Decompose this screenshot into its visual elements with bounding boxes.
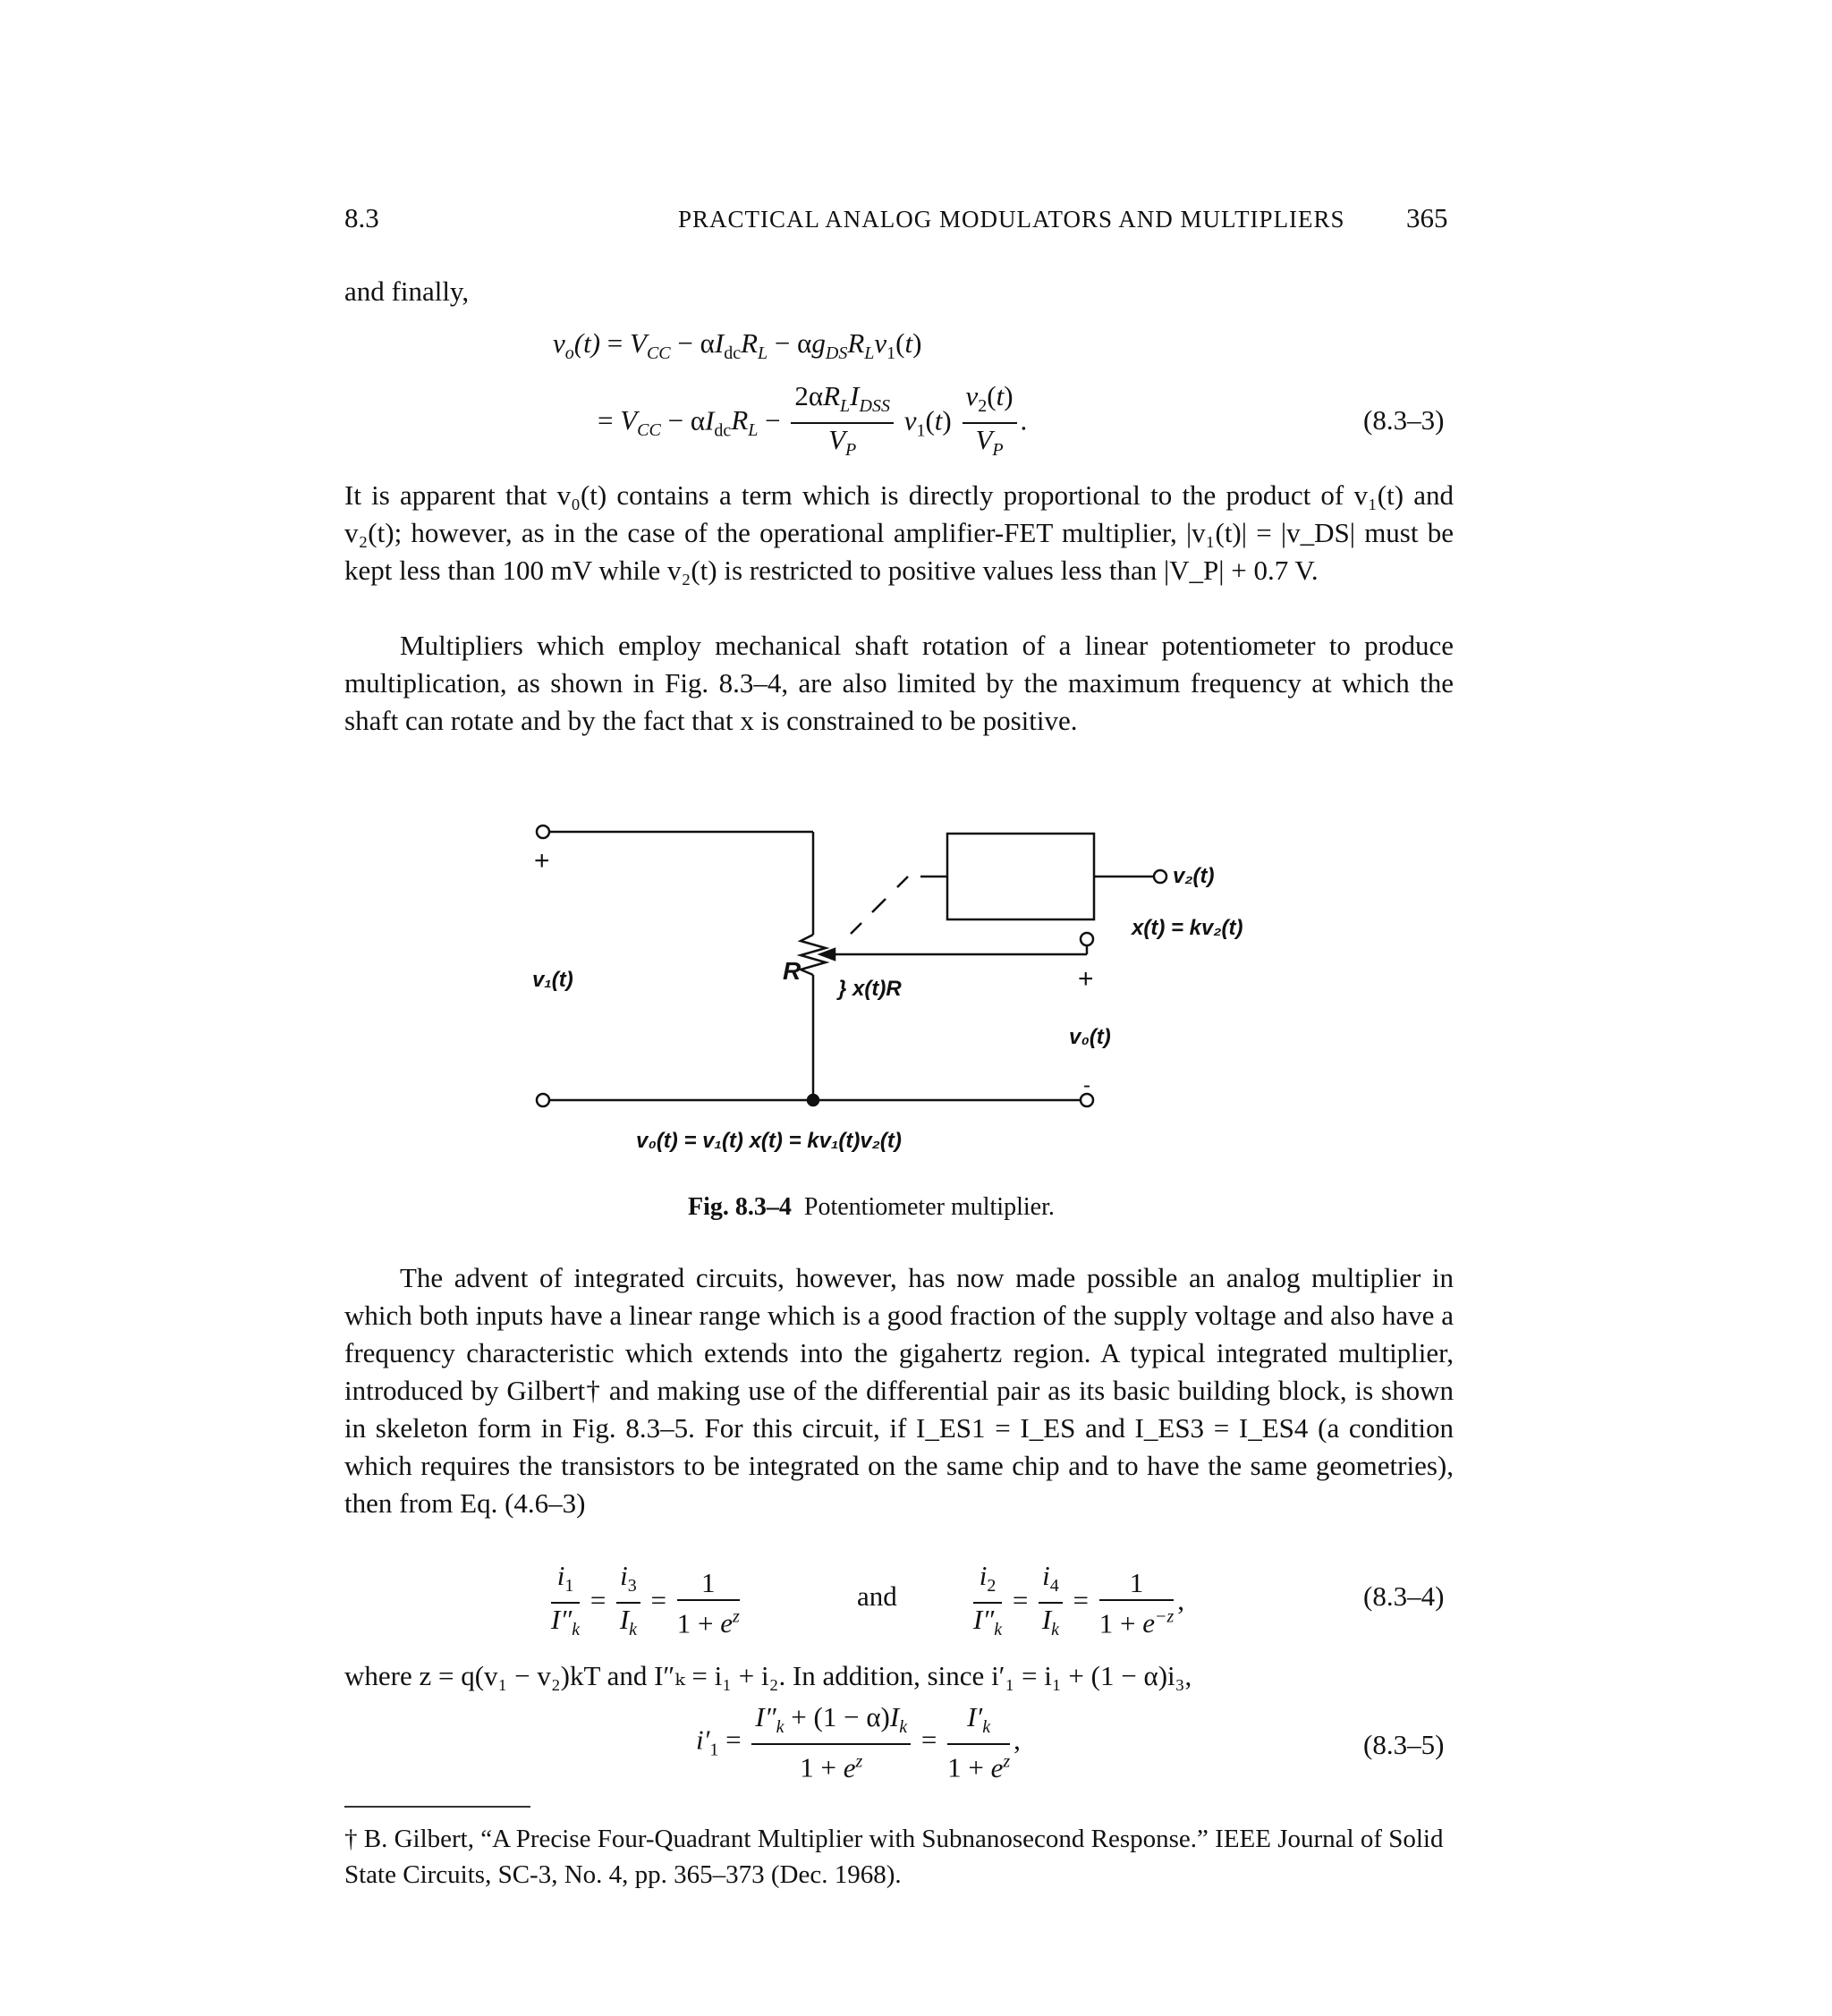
figure-caption-label: Fig. 8.3–4 [688,1193,792,1221]
label-xR: } x(t)R [838,977,902,1001]
paragraph-4-text: where z = q(v₁ − v₂)kT and I″ₖ = i₁ + i₂. In addition, since i′₁ = i₁ + (1 − α)i₃, [344,1660,1192,1691]
label-v2: v₂(t) [1173,864,1215,888]
footnote: † B. Gilbert, “A Precise Four-Quadrant Multiplier with Subnanosecond Response.” IEEE Journal of Solid State Circuits, SC-3, No. 4, pp. 365–373 (Dec. 1968). [344,1825,1444,1889]
section-number: 8.3 [344,202,379,233]
running-title: PRACTICAL ANALOG MODULATORS AND MULTIPLIERS [678,206,1345,233]
equation-number-8-3-3: (8.3–3) [1363,404,1445,436]
figure-potentiometer-multiplier [523,814,1310,1194]
equation-8-3-4-right: $\frac{i_2}{I''_k}$ = $\frac{i_4}{I_k}$ = $\frac{1}{1 + e^{-z}}$ , [973,1560,1185,1640]
paragraph-2 [344,627,1454,740]
paragraph-4 [344,1657,1454,1695]
figure-caption-text: Potentiometer multiplier. [803,1193,1055,1221]
paragraph-2-text: Multipliers which employ mechanical shaft rotation of a linear potentiometer to produce multiplication, as shown in Fig. 8.3–4, are also limited by the maximum frequency at which the shaft can rotate and by the fact that x is constrained to be positive. [344,630,1454,736]
label-v1: v₁(t) [532,968,573,992]
terminal-bottom-left [537,1094,549,1106]
equation-8-3-3-line1: $v_o(t) = V_{CC} - \alpha I_{dc}R_L - \alpha g_{DS}R_Lv_1(t)$ [553,327,922,364]
label-plus-right: + [1078,964,1094,994]
label-vo: v₀(t) [1069,1025,1111,1049]
intro-text: and finally, [344,275,470,307]
paragraph-1-text: It is apparent that v₀(t) contains a term which is directly proportional to the product of v₁(t) and v₂(t); however, as in the case of the operational amplifier-FET multiplier, |v₁(t)| = |v_DS| must be kept less than 100 mV while v₂(t) is restricted to positive values less than |V_P| + 0.7 V. [344,479,1454,586]
equation-8-3-3-line2: = $V_{CC} - \alpha I_{dc}R_L$ − $\frac{2\alpha R_LI_{DSS}}{V_P}$ $v_1(t)$ $\frac{v_2(t)}{V_P}$ . [598,380,1028,461]
label-plus-left: + [534,846,550,876]
terminal-output-top [1081,933,1093,945]
terminal-v2 [1154,870,1166,883]
figure-caption [688,1193,1055,1222]
label-output-equation: v₀(t) = v₁(t) x(t) = kv₁(t)v₂(t) [636,1129,902,1153]
motor-box [947,834,1094,919]
page-number: 365 [1406,202,1448,233]
paragraph-1 [344,477,1454,589]
equation-8-3-5: $i'_1$ = $\frac{I''_k + (1 - \alpha)I_k}{1 + e^z}$ = $\frac{I'_k}{1 + e^z}$ , [696,1701,1021,1783]
equation-number-8-3-4: (8.3–4) [1363,1580,1445,1612]
footnote-rule [344,1806,530,1808]
label-x-equation: x(t) = kv₂(t) [1132,916,1243,940]
equation-number-8-3-5: (8.3–5) [1363,1729,1445,1760]
label-minus-right: - [1083,1073,1090,1097]
terminal-top-left [537,826,549,838]
equation-8-3-4-left: $\frac{i_1}{I''_k}$ = $\frac{i_3}{I_k}$ = $\frac{1}{1 + e^z}$ [551,1560,740,1640]
paragraph-3 [344,1259,1454,1522]
junction-dot [808,1095,818,1105]
paragraph-3-text: The advent of integrated circuits, however, has now made possible an analog multiplier in which both inputs have a linear range which is a good fraction of the supply voltage and also have a frequency characteristic which extends into the gigahertz region. A typical integrated multiplier, introduced by Gilbert† and making use of the differential pair as its basic building block, is shown in skeleton form in Fig. 8.3–5. For this circuit, if I_ES1 = I_ES and I_ES3 = I_ES4 (a condition which requires the transistors to be integrated on the same chip and to have the same geometries), then from Eq. (4.6–3) [344,1262,1454,1519]
label-R: R [783,957,802,985]
equation-and: and [857,1580,897,1612]
